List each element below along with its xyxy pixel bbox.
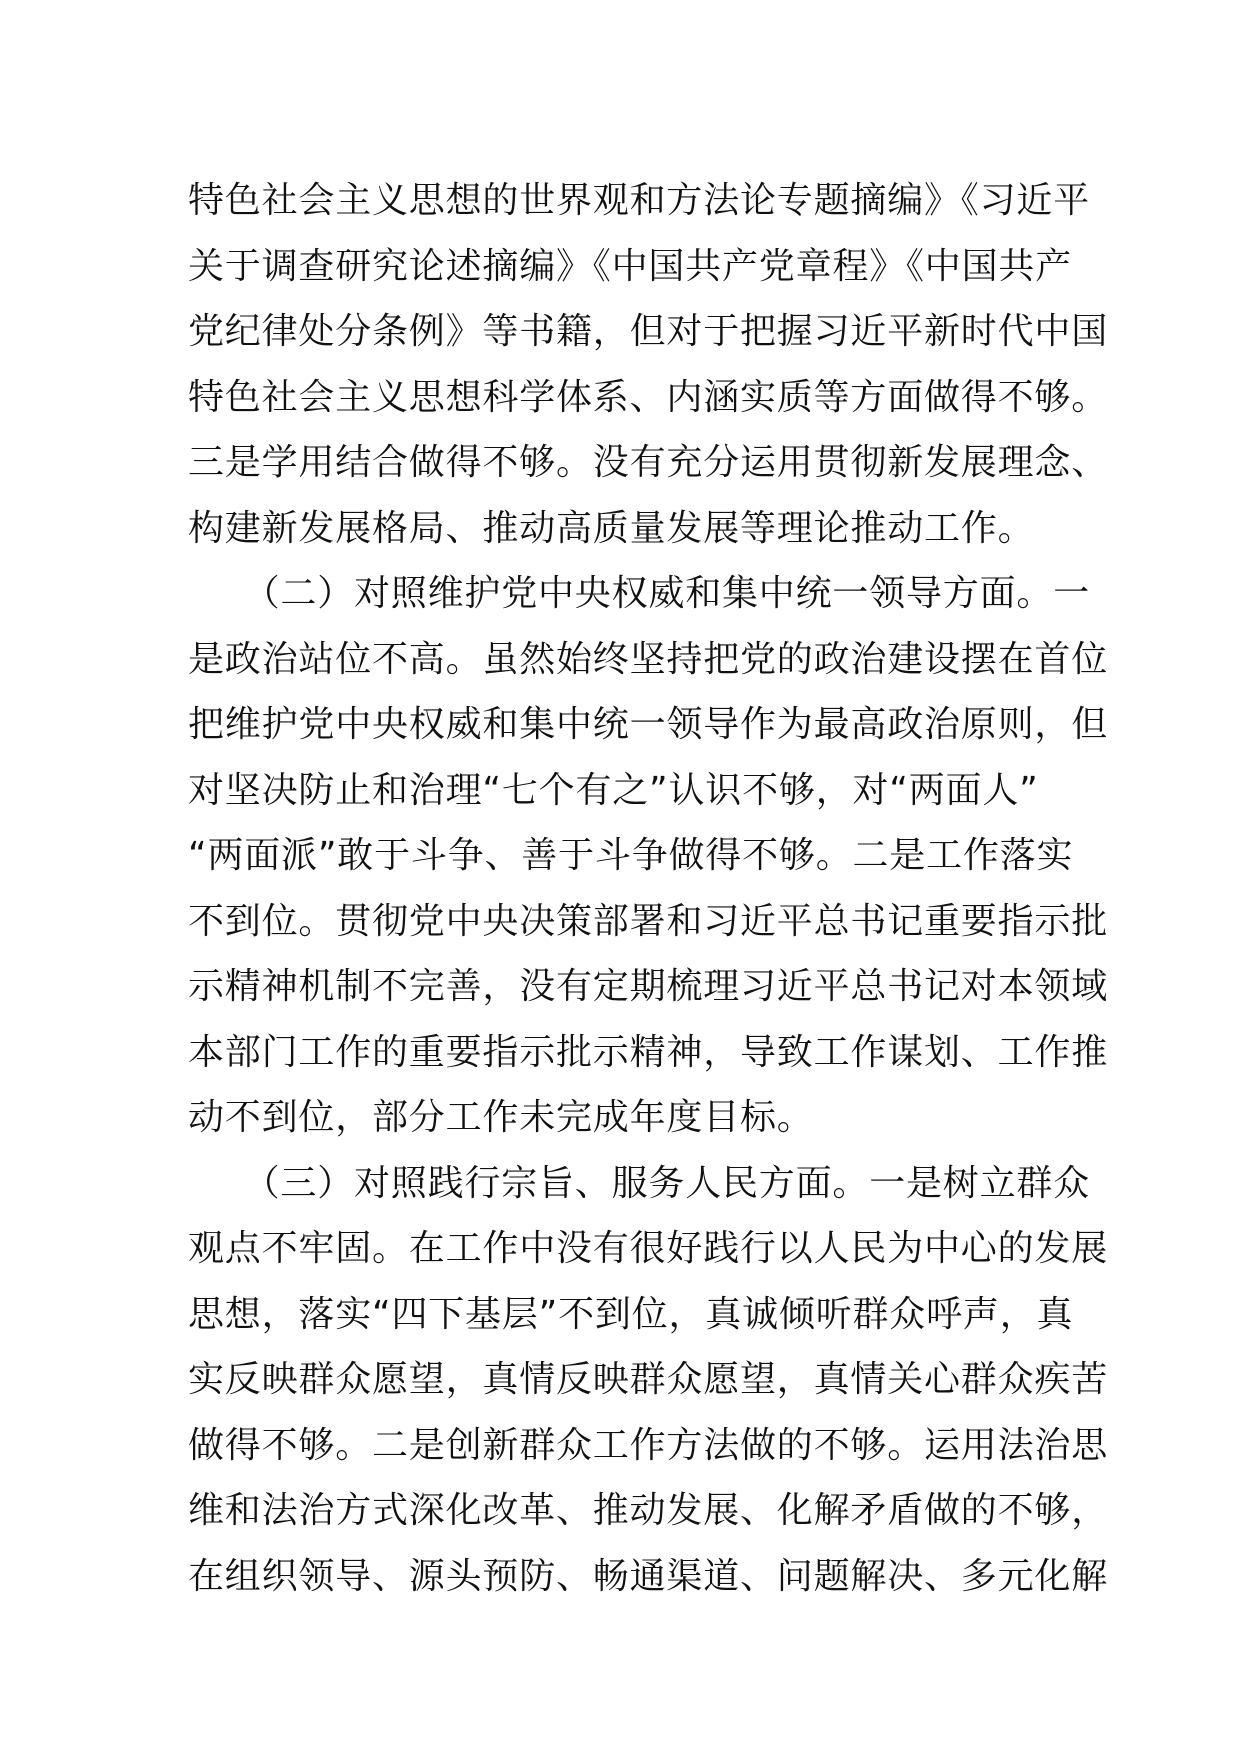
text-line: 在组织领导、源头预防、畅通渠道、问题解决、多元化解 <box>188 1555 1109 1597</box>
text-line: 动不到位，部分工作未完成年度目标。 <box>188 1097 814 1138</box>
text-line: 维和法治方式深化改革、推动发展、化解矛盾做的不够， <box>188 1490 1109 1531</box>
text-line: “两面派”敢于斗争、善于斗争做得不够。二是工作落实 <box>188 835 1074 876</box>
text-line: 做得不够。二是创新群众工作方法做的不够。运用法治思 <box>188 1424 1109 1466</box>
text-line: 本部门工作的重要指示批示精神，导致工作谋划、工作推 <box>188 1031 1109 1073</box>
text-line: 不到位。贯彻党中央决策部署和习近平总书记重要指示批 <box>188 900 1109 942</box>
text-line: 特色社会主义思想的世界观和方法论专题摘编》《习近平 <box>188 180 1091 221</box>
text-line: 特色社会主义思想科学体系、内涵实质等方面做得不够。 <box>188 376 1109 418</box>
section-heading-line: （二）对照维护党中央权威和集中统一领导方面。一 <box>188 573 1091 614</box>
text-line: 党纪律处分条例》等书籍，但对于把握习近平新时代中国 <box>188 311 1109 352</box>
text-line: 思想，落实“四下基层”不到位，真诚倾听群众呼声，真 <box>188 1293 1074 1335</box>
text-line: 是政治站位不高。虽然始终坚持把党的政治建设摆在首位 <box>188 638 1109 680</box>
text-line: 观点不牢固。在工作中没有很好践行以人民为中心的发展 <box>188 1228 1109 1269</box>
text-line: 三是学用结合做得不够。没有充分运用贯彻新发展理念、 <box>188 442 1109 483</box>
text-line: 实反映群众愿望，真情反映群众愿望，真情关心群众疾苦 <box>188 1359 1109 1400</box>
body-text <box>188 168 1109 1609</box>
text-line: 构建新发展格局、推动高质量发展等理论推动工作。 <box>188 507 1035 549</box>
text-line: 把维护党中央权威和集中统一领导作为最高政治原则，但 <box>188 704 1109 745</box>
section-heading-line: （三）对照践行宗旨、服务人民方面。一是树立群众 <box>188 1162 1091 1204</box>
text-line: 对坚决防止和治理“七个有之”认识不够，对“两面人” <box>188 769 1039 811</box>
text-line: 关于调查研究论述摘编》《中国共产党章程》《中国共产 <box>188 245 1073 287</box>
text-line: 示精神机制不完善，没有定期梳理习近平总书记对本领域 <box>188 966 1109 1007</box>
